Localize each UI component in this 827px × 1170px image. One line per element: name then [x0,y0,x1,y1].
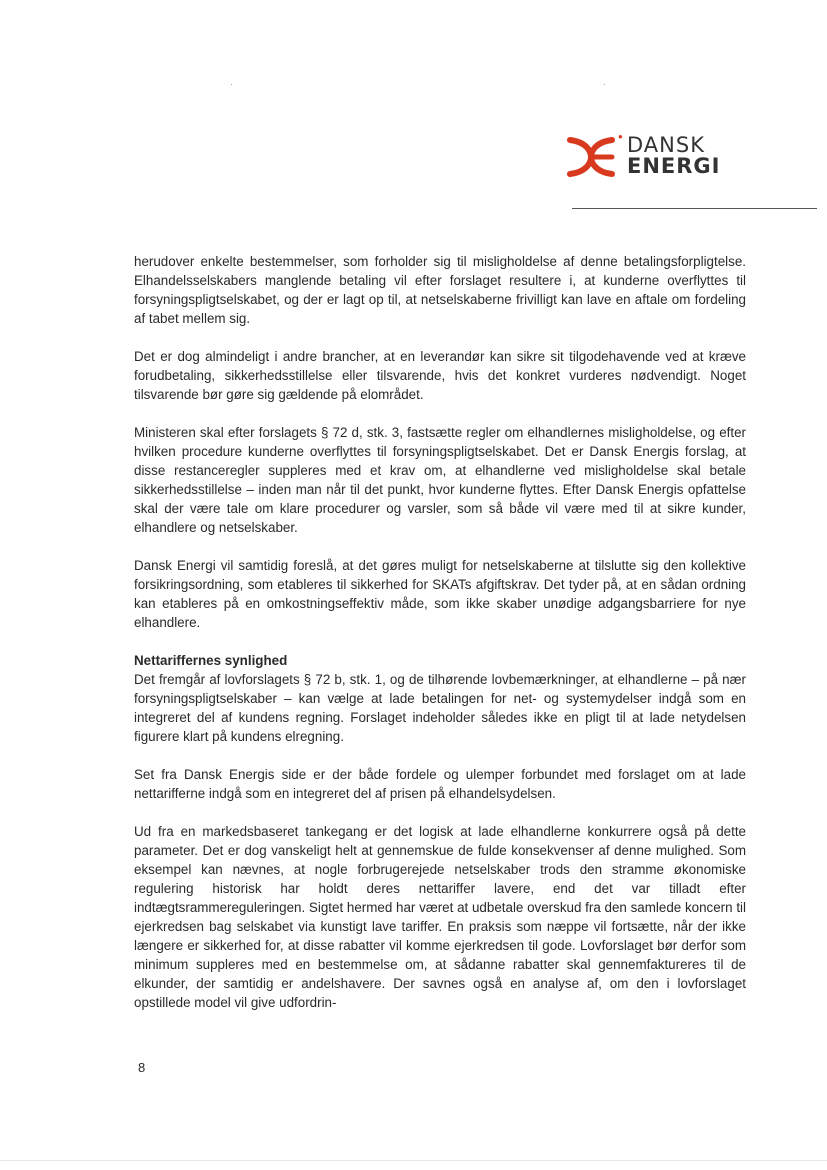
paragraph: herudover enkelte bestemmelser, som forholder sig til misligholdelse af denne betalingsforpligtelse. Elhandelsselskabers manglende betaling vil efter forslaget resultere i, at kunderne overflyttes til forsyningspligtselskabet, og der er lagt op til, at netselskaberne frivilligt kan lave en aftale om fordeling af tabet mellem sig. [134,254,746,326]
page-bottom-edge [0,1160,827,1161]
paragraph: Det er dog almindeligt i andre brancher, at en leverandør kan sikre sit tilgodehavende ved at kræve forudbetaling, sikkerhedsstillelse eller tilsvarende, hvis det konkret vurderes nødvendigt. Noget tilsvarende bør gøre sig gældende på elområdet. [134,349,746,402]
logo-line-dansk: DANSK [627,133,705,157]
paragraph: Set fra Dansk Energis side er der både fordele og ulemper forbundet med forslaget om at lade nettarifferne indgå som en integreret del af prisen på elhandelsydelsen. [134,767,746,801]
paragraph: Dansk Energi vil samtidig foreslå, at det gøres muligt for netselskaberne at tilslutte sig den kollektive forsikringsordning, som etableres til sikkerhed for SKATs afgiftskrav. Det tyder på, at en sådan ordning kan etableres på en omkostningseffektiv måde, som ikke skaber unødige adgangsbarriere for nye elhandlere. [134,558,746,630]
paragraph: Det fremgår af lovforslagets § 72 b, stk. 1, og de tilhørende lovbemærkninger, at elhandlerne – på nær forsyningspligtselskaber – kan vælge at lade betalingen for net- og systemydelser indgå som en integreret del af kundens regning. Forslaget indeholder således ikke en pligt til at lade netydelsen figurere klart på kundens elregning. [134,672,746,744]
registered-dot-icon: ● [618,132,623,141]
header-rule [572,208,817,209]
paragraph: Ministeren skal efter forslagets § 72 d, stk. 3, fastsætte regler om elhandlernes misligholdelse, og efter hvilken procedure kunderne overflyttes til forsyningspligtselskabet. Det er Dansk Energis forslag, at disse restanceregler suppleres med et krav om, at elhandlerne ved misligholdelse skal betale sikkerhedsstillelse – inden man når til det punkt, hvor kunderne flyttes. Efter Dansk Energis opfattelse skal der være tale om klare procedurer og varsler, som så både vil være med til at sikre kunder, elhandlere og netselskaber. [134,425,746,535]
scan-speck: · [603,80,606,89]
dansk-energi-logo [567,132,747,188]
section-heading: Nettariffernes synlighed [134,653,288,668]
logo-wordmark [627,135,721,177]
document-body [134,252,746,1031]
page-number: 8 [138,1060,146,1075]
paragraph: Ud fra en markedsbaseret tankegang er det logisk at lade elhandlerne konkurrere også på dette parameter. Det er dog vanskeligt helt at gennemskue de fulde konsekvenser af denne mulighed. Som eksempel kan nævnes, at nogle forbrugerejede netselskaber trods den stramme økonomiske regulering historisk har holdt deres nettariffer lavere, end det var tilladt efter indtægtsrammereguleringen. Sigtet hermed har været at udbetale overskud fra den samlede koncern til ejerkredsen bag selskabet via kunstigt lave tariffer. En praksis som næppe vil fortsætte, når der ikke længere er sikkerhed for, at disse rabatter vil komme ejerkredsen til gode. Lovforslaget bør derfor som minimum suppleres med en bestemmelse om, at sådanne rabatter skal gennemfaktureres til de elkunder, der samtidig er andelshavere. Der savnes også en analyse af, om den i lovforslaget opstillede model vil give udfordrin- [134,824,746,1010]
logo-line-energi: ENERGI [627,154,721,178]
dansk-energi-logo-mark-icon [567,136,615,178]
scan-speck: · [230,80,233,89]
